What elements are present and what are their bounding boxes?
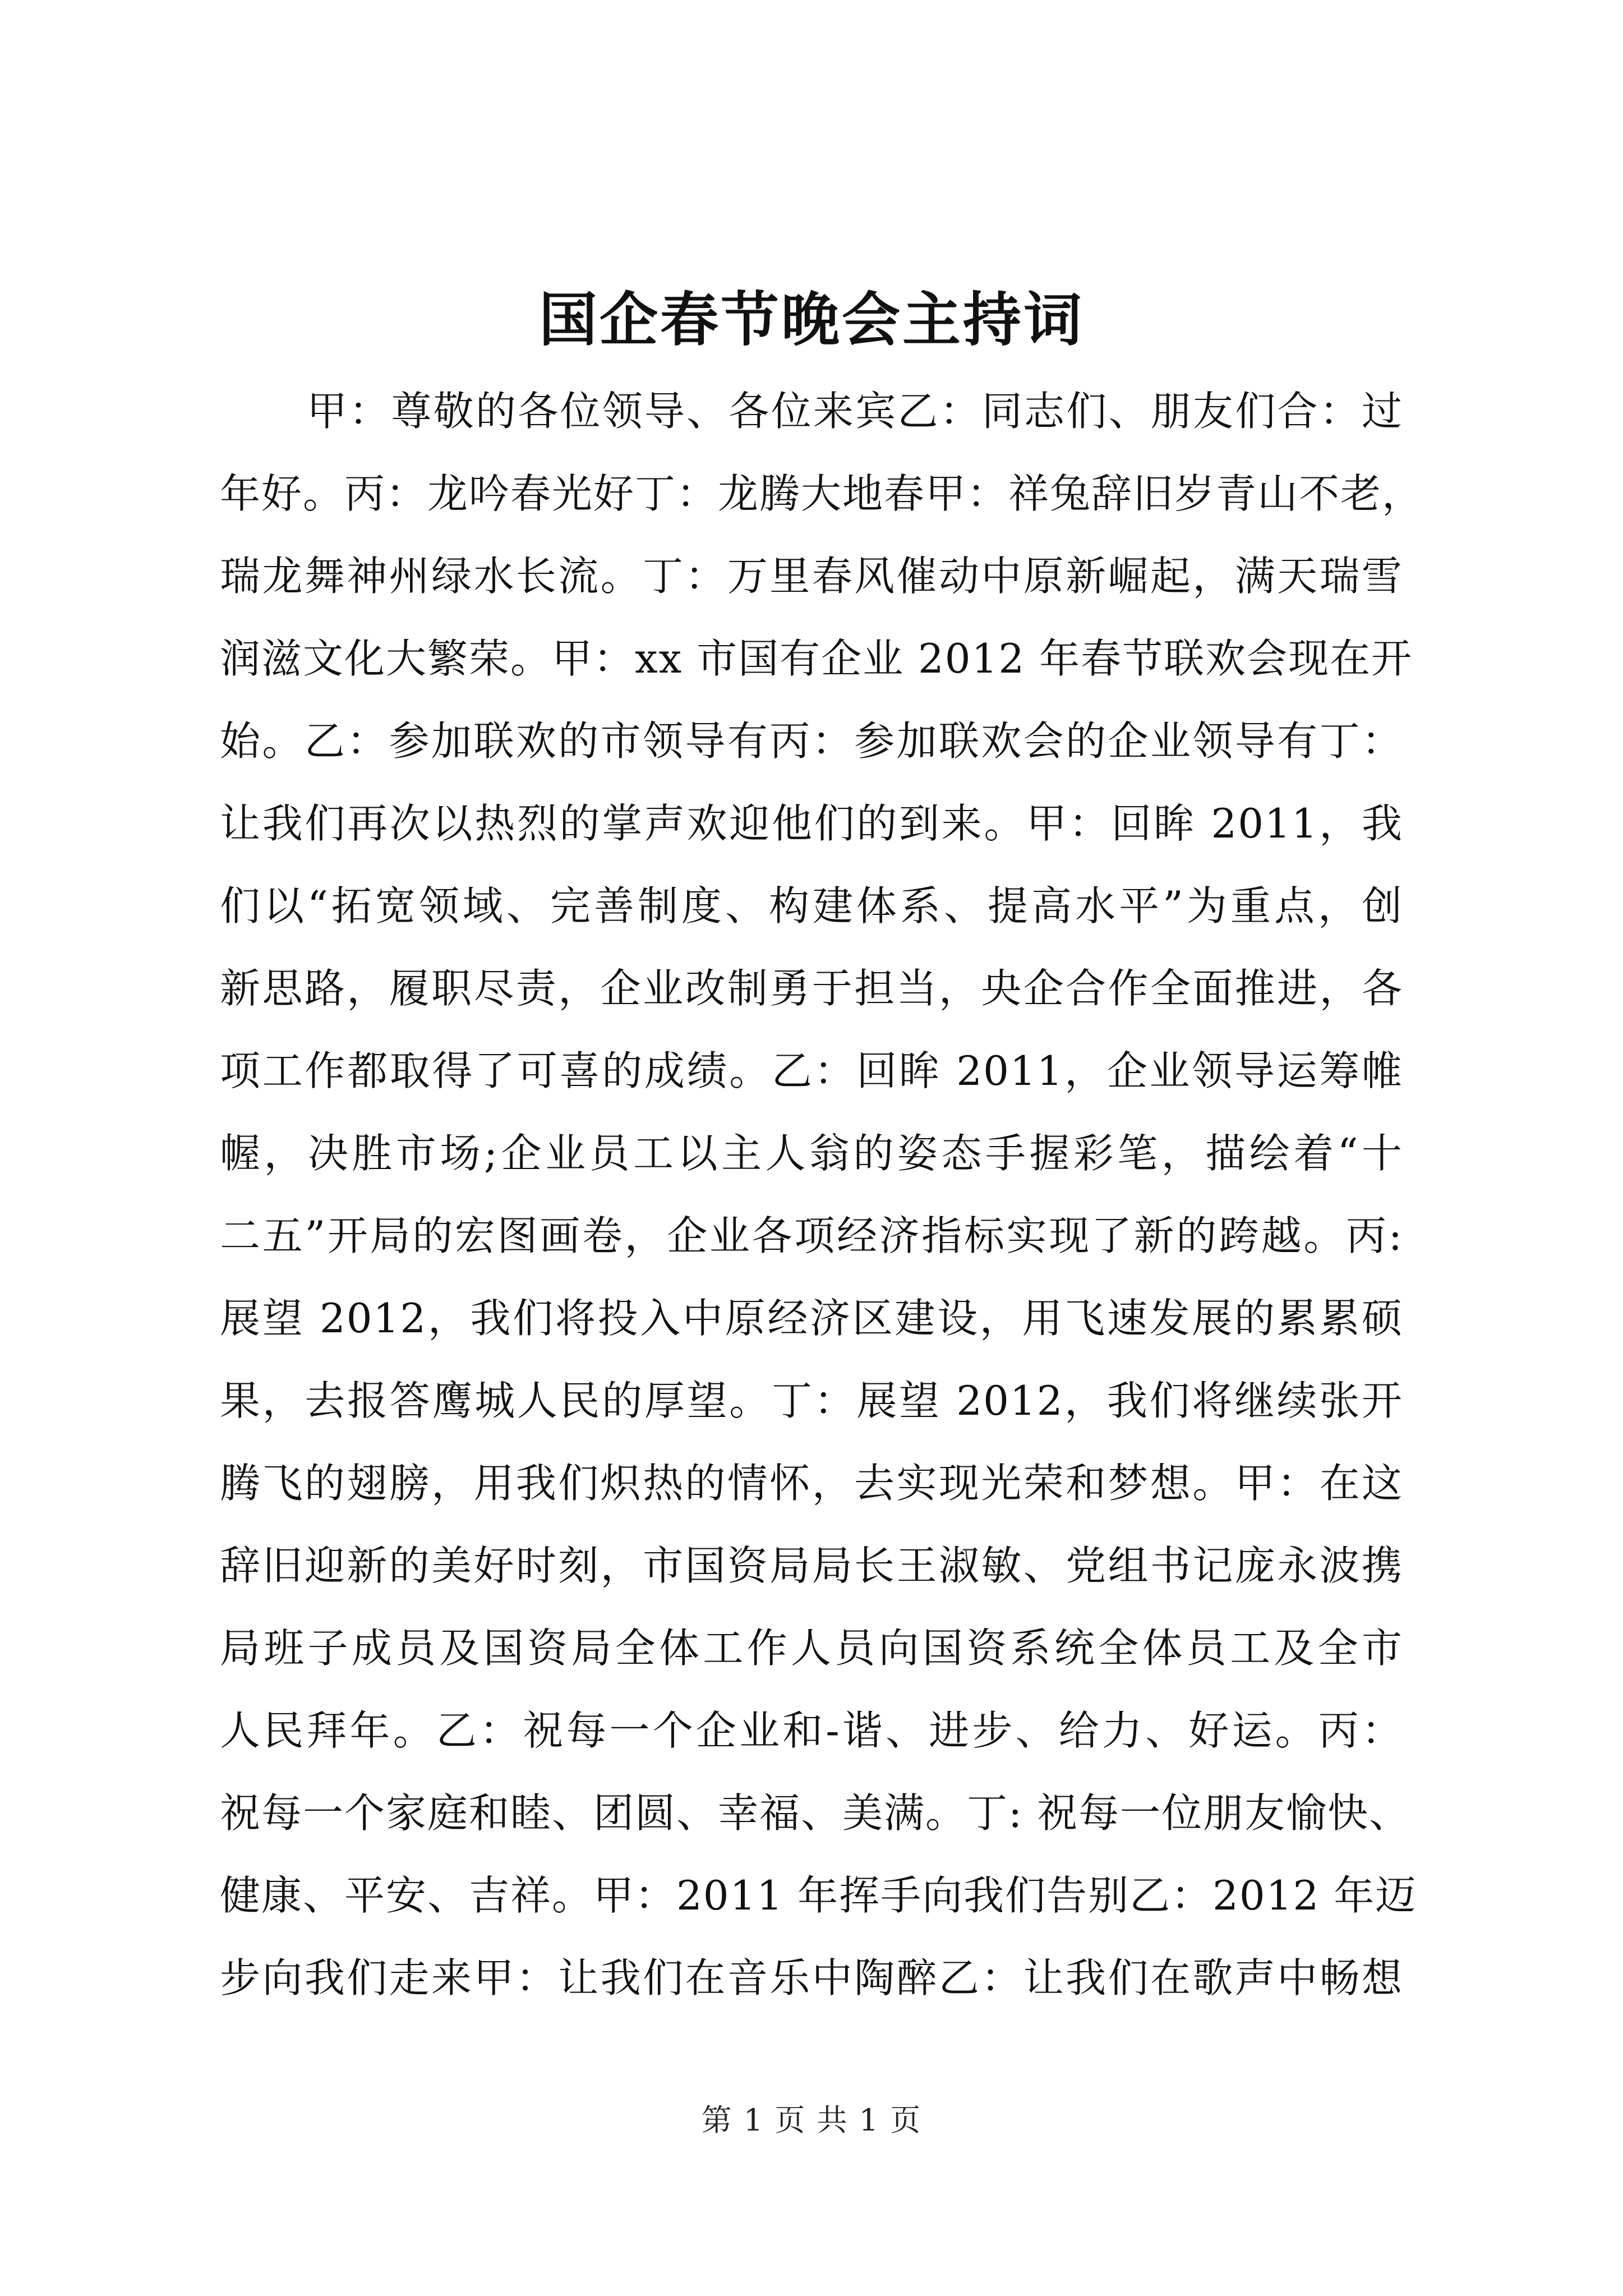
body-line: 项工作都取得了可喜的成绩。乙：回眸 2011，企业领导运筹帷 — [220, 1047, 1403, 1094]
body-line: 健康、平安、吉祥。甲：2011 年挥手向我们告别乙：2012 年迈 — [220, 1872, 1417, 1919]
body-line: 展望 2012，我们将投入中原经济区建设，用飞速发展的累累硕 — [220, 1295, 1403, 1342]
body-line: 幄，决胜市场;企业员工以主人翁的姿态手握彩笔，描绘着“十 — [220, 1130, 1403, 1177]
body-line: 局班子成员及国资局全体工作人员向国资系统全体员工及全市 — [220, 1625, 1403, 1672]
body-line: 始。乙：参加联欢的市领导有丙：参加联欢会的企业领导有丁： — [220, 717, 1403, 765]
body-line: 们以“拓宽领域、完善制度、构建体系、提高水平”为重点，创 — [220, 882, 1403, 930]
body-line: 步向我们走来甲：让我们在音乐中陶醉乙：让我们在歌声中畅想 — [220, 1954, 1403, 2001]
body-line: 甲：尊敬的各位领导、各位来宾乙：同志们、朋友们合：过 — [307, 388, 1403, 435]
body-line: 让我们再次以热烈的掌声欢迎他们的到来。甲：回眸 2011，我 — [220, 800, 1403, 847]
body-line: 年好。丙：龙吟春光好丁：龙腾大地春甲：祥兔辞旧岁青山不老， — [220, 470, 1424, 517]
document-title: 国企春节晚会主持词 — [538, 285, 1084, 354]
body-line: 辞旧迎新的美好时刻，市国资局局长王淑敏、党组书记庞永波携 — [220, 1542, 1403, 1589]
body-line: 瑞龙舞神州绿水长流。丁：万里春风催动中原新崛起，满天瑞雪 — [220, 553, 1403, 600]
body-line: 腾飞的翅膀，用我们炽热的情怀，去实现光荣和梦想。甲：在这 — [220, 1460, 1403, 1507]
body-line: 新思路，履职尽责，企业改制勇于担当，央企合作全面推进，各 — [220, 965, 1403, 1012]
document-body — [220, 370, 1424, 2019]
body-line: 祝每一个家庭和睦、团圆、幸福、美满。丁: 祝每一位朋友愉快、 — [220, 1789, 1411, 1837]
page-number: 第 1 页 共 1 页 — [701, 2102, 922, 2138]
body-line: 二五”开局的宏图画卷，企业各项经济指标实现了新的跨越。丙: — [220, 1212, 1403, 1259]
body-line: 果，去报答鹰城人民的厚望。丁：展望 2012，我们将继续张开 — [220, 1377, 1403, 1424]
page-footer — [0, 2101, 1623, 2140]
body-line: 润滋文化大繁荣。甲：xx 市国有企业 2012 年春节联欢会现在开 — [220, 635, 1413, 682]
body-line: 人民拜年。乙：祝每一个企业和-谐、进步、给力、好运。丙： — [220, 1707, 1403, 1754]
